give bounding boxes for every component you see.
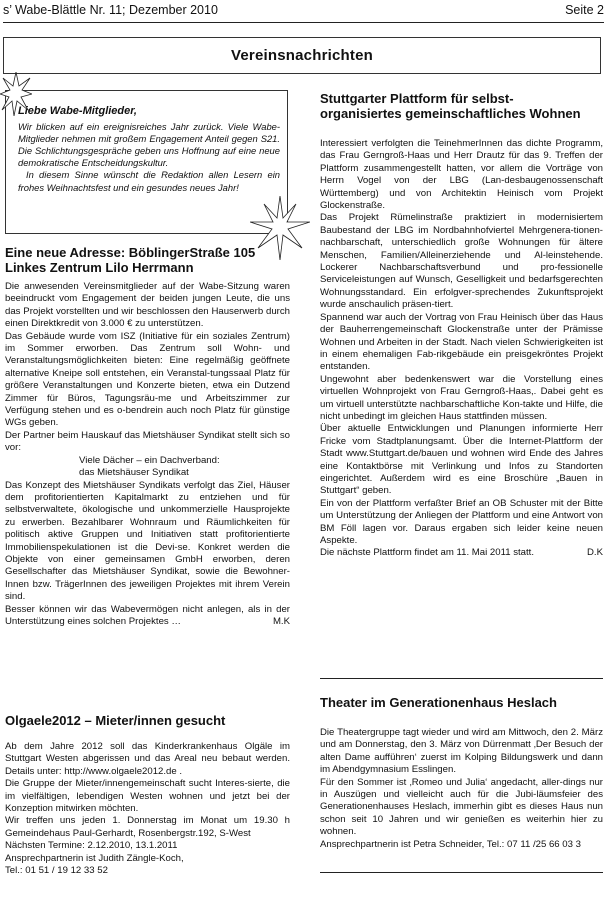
- paragraph: Interessiert verfolgten die TeinehmerInnen das dichte Programm, das Frau Gerngroß-Haas und Herr Drautz für das 9. Treffen der Plattform zusammengestellt hatten, vor allem die Vorträge von Herrn Vogel von der LBG (Lan-desbaugenossenschaft Württemberg) und von Architektin Heinisch vom Projekt Glockenstraße.: [320, 138, 603, 212]
- article-divider: [320, 678, 603, 679]
- paragraph: Ein von der Plattform verfaßter Brief an OB Schuster mit der Bitte um Unterstützung der Anliegen der Plattform und eine Antwort von BM Föll lagen vor. Daraus ergaben sich leider keine neuen Aspekte.: [320, 497, 603, 546]
- header-divider: [3, 22, 604, 23]
- paragraph: Das Konzept des Mietshäuser Syndikats verfolgt das Ziel, Häuser dem profitorientierten Kapitalmarkt zu entziehen und für selbstverwaltete, ökologische und unkommerzielle Hausprojekte zu erwerben. Bezahlbarer Wohnraum und Räumlichkeiten für politisch aktive Gruppen und Initiativen statt profitorientierte Immobilienspekulationen ist die Devi-se. Konkret werden die Objekte von einer gemeinsamen GmbH erworben, deren Gesellschafter das Mietshäuser Syndikat, sowie die Bewohner-Innen bzw. TrägerInnen des jeweiligen Projektes mit ihrem Verein sind.: [5, 479, 290, 603]
- article-body-plattform: [320, 138, 603, 560]
- paragraph: Das Projekt Rümelinstraße praktiziert in modernisiertem Baubestand der LBG im Nordbahnhofviertel Mehrgenera-tionen-nachbarschaft, unterschiedlich große Wohnungen für ältere Menschen, Familien/Alleinerziehende und Al-leinstehende. Lockerer Nachbarschaftsverbund und pro-fessionelle Serviceleistungen auf Wunsch, Geselligkeit und bedarfsgerechten Wohnungsstandard. Ein erfolgver-sprechendes Zukunftsprojekt wurde anschaulich präsen-tiert.: [320, 212, 603, 311]
- paragraph: [5, 604, 290, 629]
- page-header: [3, 3, 604, 19]
- greeting-paragraph-1: Wir blicken auf ein ereignisreiches Jahr zurück. Viele Wabe-Mitglieder nehmen mit großem Engagement Anteil gegen S21. Die Schlichtungsgespräche geben uns Hoffnung auf eine neue demokratische Entscheidungskultur.: [18, 121, 280, 169]
- article-title-line: Eine neue Adresse: BöblingerStraße 105: [5, 245, 256, 260]
- quote-line: das Mietshäuser Syndikat: [79, 467, 189, 479]
- paragraph-text: Besser können wir das Wabevermögen nicht anlegen, als in der Unterstützung eines solchen Projektes …: [5, 603, 290, 627]
- paragraph: Die Theatergruppe tagt wieder und wird am Mittwoch, den 2. März und am Donnerstag, den 3. März von Dürrenmatt ‚Der Besuch der alten Dame aufführen‘ zuerst im Kolping Bildungswerk und dann im Abendgymnasium Esslingen.: [320, 727, 603, 776]
- paragraph: Ansprechpartnerin ist Judith Zängle-Koch,: [5, 852, 184, 864]
- article-body-adresse: [5, 281, 290, 628]
- greeting-paragraph-2: In diesem Sinne wünscht die Redaktion allen Lesern ein frohes Weihnachtsfest und ein gesundes neues Jahr!: [18, 169, 280, 193]
- paragraph: Die Gruppe der Mieter/innengemeinschaft sucht Interes-sierte, die im vielfältigen, lebendigen Westen wohnen und jetzt bei der Konzeption mitwirken möchten.: [5, 778, 290, 815]
- paragraph: Tel.: 01 51 / 19 12 33 52: [5, 865, 108, 877]
- paragraph: Für den Sommer ist ‚Romeo und Julia‘ angedacht, aller-dings nur in Auszügen und vielleicht auch für die Jubi-läumsfeier des Generationenhauses Heslach, immerhin gibt es dieses Haus nun schon seit 10 Jahren und wir genießen es weiterhin hier zu wohnen.: [320, 776, 603, 838]
- article-title-adresse: [5, 245, 295, 275]
- article-title-line: organisiertes gemeinschaftliches Wohnen: [320, 106, 581, 121]
- paragraph: Wir treffen uns jeden 1. Donnerstag im Monat um 19.30 h Gemeindehaus Paul-Gerhardt, Rosenbergstr.192, S-West: [5, 815, 290, 839]
- article-title-plattform: [320, 91, 605, 121]
- article-title-theater: Theater im Generationenhaus Heslach: [320, 695, 557, 710]
- paragraph: Der Partner beim Hauskauf das Mietshäuser Syndikat stellt sich so vor:: [5, 429, 290, 454]
- paragraph: Über aktuelle Entwicklungen und Planungen informierte Herr Fricke vom Stadtplanungsamt. Über die Internet-Plattform der Stadt www.Stuttgart.de/bauen und wohnen wird Ende des Jahres eine Kontaktbörse mit Verlinkung und Infos zu Standorten eingerichtet. Außerdem wird es eine Broschüre „Bauen in Stuttgart“ geben.: [320, 423, 603, 497]
- paragraph: Nächsten Termine: 2.12.2010, 13.1.2011: [5, 840, 178, 852]
- paragraph: Ab dem Jahre 2012 soll das Kinderkrankenhaus Olgäle im Stuttgart Westen abgerissen und das Areal neu bebaut werden. Details unter: http://www.olgaele2012.de .: [5, 741, 290, 777]
- article-title-line: Stuttgarter Plattform für selbst-: [320, 91, 514, 106]
- article-body-olgaele: [5, 741, 290, 877]
- section-title-box: [3, 37, 601, 74]
- page-number: Seite 2: [565, 3, 604, 17]
- article-title-line: Linkes Zentrum Lilo Herrmann: [5, 260, 194, 275]
- greeting-box: [5, 90, 288, 234]
- paragraph-text: Die nächste Plattform findet am 11. Mai 2011 statt.: [320, 547, 535, 559]
- newsletter-issue: s’ Wabe-Blättle Nr. 11; Dezember 2010: [3, 3, 218, 17]
- paragraph: Das Gebäude wurde vom ISZ (Initiative für ein soziales Zentrum) im Sommer erworben. Das Zentrum soll Wohn- und Veranstaltungsmöglichkeiten bieten: Eine regelmäßig geöffnete alternative Kneipe soll entstehen, ein Veranstal-tungssaal Platz für größere Veranstaltungen und Konzerte bieten, etwa ein Dutzend Zimmer für Büros, Tagungsräu-me und Arbeitszimmer zur Verfügung stehen und es o-bendrein auch noch Platz für günstige WGs geben.: [5, 330, 290, 429]
- paragraph: Ungewohnt aber bedenkenswert war die Vorstellung eines virtuellen Wohnprojekt von Frau Gerngroß-Haas,. Dabei geht es um virtuell unterstützte nachbarschaftliche Kon-takte und Hilfe, die nicht unbedingt im gleichen Haus stattfinden müssen.: [320, 373, 603, 422]
- article-title-olgaele: Olgaele2012 – Mieter/innen gesucht: [5, 713, 226, 728]
- paragraph: Spannend war auch der Vortrag von Frau Heinisch über das Haus der Bauherrengemeinschaft Glockenstraße unter der Prämisse Wohnen und Arbeiten in der Stadt. Nach vielen Schwierigkeiten ist in einem ehemaligen Fab-rikgebäude ein preisgekröntes Projekt entstanden.: [320, 311, 603, 373]
- paragraph: Ansprechpartnerin ist Petra Schneider, Tel.: 07 11 /25 66 03 3: [320, 838, 581, 850]
- article-divider: [320, 872, 603, 873]
- author-signature: D.K: [587, 547, 603, 559]
- author-signature: M.K: [272, 615, 290, 627]
- paragraph: Die anwesenden Vereinsmitglieder auf der Wabe-Sitzung waren beeindruckt vom Engagement der beiden jungen Leute, die uns das Projekt vorstellten und wir beschlossen den Hauserwerb durch einen Direktkredit von 3.000 € zu unterstützen.: [5, 281, 290, 330]
- greeting-title: Liebe Wabe-Mitglieder,: [18, 105, 137, 117]
- quote-line: Viele Dächer – ein Dachverband:: [79, 454, 220, 466]
- star-decoration-icon: [0, 72, 32, 116]
- section-title: Vereinsnachrichten: [231, 47, 373, 64]
- article-body-theater: [320, 727, 603, 851]
- paragraph: [320, 547, 603, 559]
